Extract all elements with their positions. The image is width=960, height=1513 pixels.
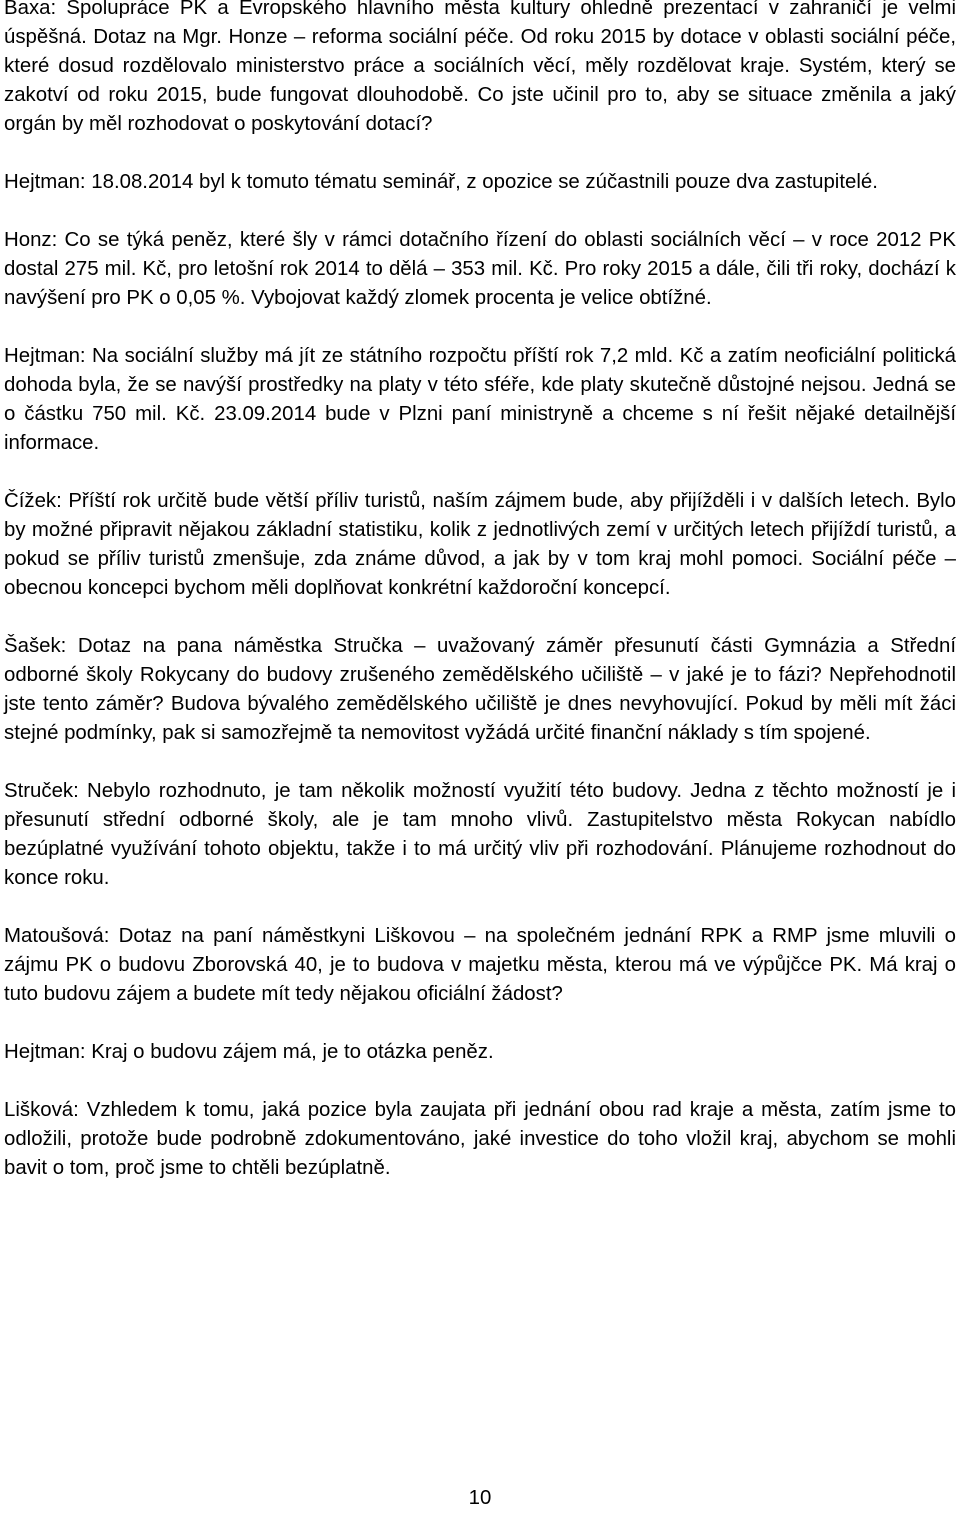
paragraph-hejtman-2: Hejtman: Na sociální služby má jít ze státního rozpočtu příští rok 7,2 mld. Kč a zatím neoficiální politická dohoda byla, že se navýší prostředky na platy v této sféře, kde platy skutečně důstojné nejsou. Jedná se o částku 750 mil. Kč. 23.09.2014 bude v Plzni paní ministryně a chceme s ní řešit nějaké detailnější informace. [4, 345, 956, 454]
paragraph-baxa: Baxa: Spolupráce PK a Evropského hlavního města kultury ohledně prezentací v zahraničí je velmi úspěšná. Dotaz na Mgr. Honze – reforma sociální péče. Od roku 2015 by dotace v oblasti sociální péče, které dosud rozdělovalo ministerstvo práce a sociálních věcí, měly rozdělovat kraje. Systém, který se zakotví od roku 2015, bude fungovat dlouhodobě. Co jste učinil pro to, aby se situace změnila a jaký orgán by měl rozhodovat o poskytování dotací? [4, 0, 956, 135]
paragraph-sasek: Šašek: Dotaz na pana náměstka Stručka – uvažovaný záměr přesunutí části Gymnázia a Střední odborné školy Rokycany do budovy zrušeného zemědělského učiliště – v jaké je to fázi? Nepřehodnotil jste tento záměr? Budova bývalého zemědělského učiliště je dnes nevyhovující. Pokud by měli mít žáci stejné podmínky, pak si samozřejmě ta nemovitost vyžádá určité finanční náklady s tím spojené. [4, 635, 956, 744]
paragraph-cizek: Čížek: Příští rok určitě bude větší příliv turistů, naším zájmem bude, aby přijížděli i v dalších letech. Bylo by možné připravit nějakou základní statistiku, kolik z jednotlivých zemí v určitých letech přijíždí turistů, a pokud se příliv turistů zmenšuje, zda známe důvod, a jak by v tom kraj mohl pomoci. Sociální péče – obecnou koncepci bychom měli doplňovat konkrétní každoroční koncepcí. [4, 490, 956, 599]
paragraph-hejtman-3: Hejtman: Kraj o budovu zájem má, je to otázka peněz. [4, 1041, 494, 1063]
paragraph-honz: Honz: Co se týká peněz, které šly v rámci dotačního řízení do oblasti sociálních věcí – v roce 2012 PK dostal 275 mil. Kč, pro letošní rok 2014 to dělá – 353 mil. Kč. Pro roky 2015 a dále, čili tři roky, dochází k navýšení pro PK o 0,05 %. Vybojovat každý zlomek procenta je velice obtížné. [4, 229, 956, 309]
paragraph-liskova: Lišková: Vzhledem k tomu, jaká pozice byla zaujata při jednání obou rad kraje a města, zatím jsme to odložili, protože bude podrobně zdokumentováno, jaké investice do toho vložil kraj, abychom se mohli bavit o tom, proč jsme to chtěli bezúplatně. [4, 1099, 956, 1179]
paragraph-matousova: Matoušová: Dotaz na paní náměstkyni Liškovou – na společném jednání RPK a RMP jsme mluvili o zájmu PK o budovu Zborovská 40, je to budova v majetku města, kterou má ve výpůjčce PK. Má kraj o tuto budovu zájem a budete mít tedy nějakou oficiální žádost? [4, 925, 956, 1005]
document-page [4, 0, 956, 1212]
paragraph-hejtman-1: Hejtman: 18.08.2014 byl k tomuto tématu seminář, z opozice se zúčastnili pouze dva zastupitelé. [4, 171, 878, 193]
paragraph-strucek: Struček: Nebylo rozhodnuto, je tam několik možností využití této budovy. Jedna z těchto možností je i přesunutí střední odborné školy, ale je tam mnoho vlivů. Zastupitelstvo města Rokycan nabídlo bezúplatné využívání tohoto objektu, takže i to má určitý vliv při rozhodování. Plánujeme rozhodnout do konce roku. [4, 780, 956, 889]
page-number: 10 [468, 1487, 492, 1509]
